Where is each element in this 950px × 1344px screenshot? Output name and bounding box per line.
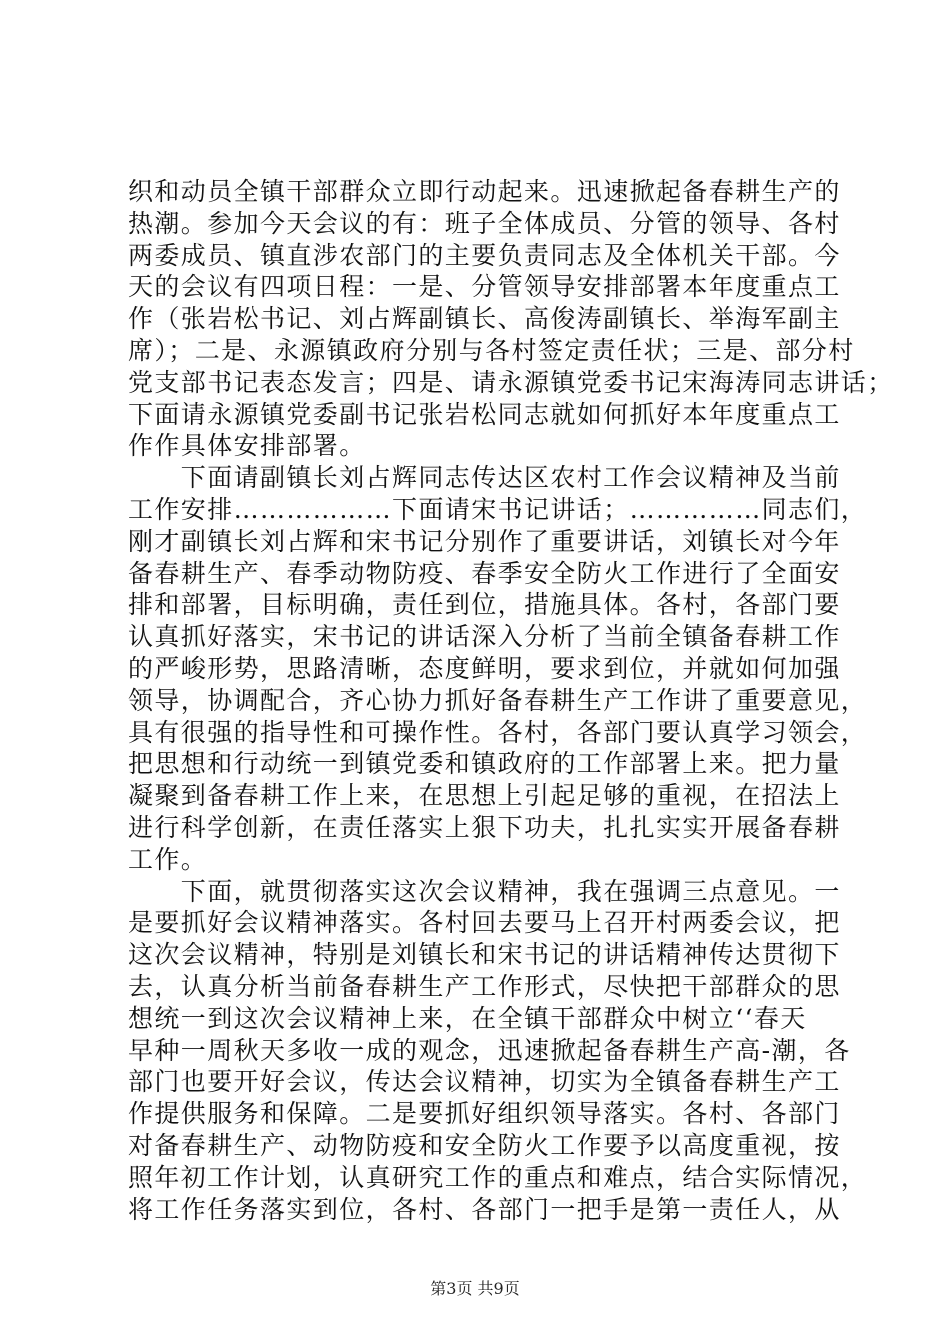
text-line: 的严峻形势，思路清晰，态度鲜明，要求到位，并就如何加强 (128, 653, 841, 683)
body-text (128, 176, 894, 1225)
text-line: 备春耕生产、春季动物防疫、春季安全防火工作进行了全面安 (128, 558, 841, 588)
text-line: 领导，协调配合，齐心协力抓好备春耕生产工作讲了重要意见， (128, 685, 868, 715)
text-line: 工作。 (128, 844, 208, 874)
text-line: 具有很强的指导性和可操作性。各村，各部门要认真学习领会， (128, 717, 868, 747)
text-line: 排和部署，目标明确，责任到位，措施具体。各村，各部门要 (128, 590, 841, 620)
text-line: 刚才副镇长刘占辉和宋书记分别作了重要讲话，刘镇长对今年 (128, 526, 841, 556)
text-line: 党支部书记表态发言；四是、请永源镇党委书记宋海涛同志讲话； (128, 367, 894, 397)
text-line: 照年初工作计划，认真研究工作的重点和难点，结合实际情况， (128, 1162, 868, 1192)
text-line: 进行科学创新，在责任落实上狠下功夫，扎扎实实开展备春耕 (128, 812, 841, 842)
text-line: 工作安排………………下面请宋书记讲话；……………同志们， (128, 494, 868, 524)
text-line: 这次会议精神，特别是刘镇长和宋书记的讲话精神传达贯彻下 (128, 940, 841, 970)
text-line: 下面请永源镇党委副书记张岩松同志就如何抓好本年度重点工 (128, 399, 841, 429)
text-line: 天的会议有四项日程：一是、分管领导安排部署本年度重点工 (128, 272, 841, 302)
text-line: 织和动员全镇干部群众立即行动起来。迅速掀起备春耕生产的 (128, 177, 841, 206)
text-line: 席）；二是、永源镇政府分别与各村签定责任状；三是、部分村 (128, 335, 855, 365)
page-footer: 第3页 共9页 (430, 1279, 520, 1298)
text-line: 作（张岩松书记、刘占辉副镇长、高俊涛副镇长、举海军副主 (128, 304, 841, 334)
text-line: 将工作任务落实到位，各村、各部门一把手是第一责任人，从 (128, 1194, 841, 1224)
text-line: 去，认真分析当前备春耕生产工作形式，尽快把干部群众的思 (128, 971, 841, 1001)
text-line: 对备春耕生产、动物防疫和安全防火工作要予以高度重视，按 (128, 1130, 841, 1160)
text-line: 部门也要开好会议，传达会议精神，切实为全镇备春耕生产工 (128, 1067, 841, 1097)
text-line: 下面请副镇长刘占辉同志传达区农村工作会议精神及当前 (128, 463, 841, 493)
text-line: 想统一到这次会议精神上来，在全镇干部群众中树立‘‘春天 (128, 1003, 807, 1033)
text-line: 早种一周秋天多收一成的观念，迅速掀起备春耕生产高-潮，各 (128, 1035, 851, 1065)
text-line: 两委成员、镇直涉农部门的主要负责同志及全体机关干部。今 (128, 240, 841, 270)
text-line: 下面，就贯彻落实这次会议精神，我在强调三点意见。一 (128, 876, 841, 906)
text-line: 认真抓好落实，宋书记的讲话深入分析了当前全镇备春耕工作 (128, 622, 841, 652)
text-line: 是要抓好会议精神落实。各村回去要马上召开村两委会议，把 (128, 908, 841, 938)
text-line: 作作具体安排部署。 (128, 431, 366, 461)
text-line: 凝聚到备春耕工作上来，在思想上引起足够的重视，在招法上 (128, 781, 841, 811)
text-line: 热潮。参加今天会议的有：班子全体成员、分管的领导、各村 (128, 208, 841, 238)
text-line: 把思想和行动统一到镇党委和镇政府的工作部署上来。把力量 (128, 749, 841, 779)
text-line: 作提供服务和保障。二是要抓好组织领导落实。各村、各部门 (128, 1099, 841, 1129)
